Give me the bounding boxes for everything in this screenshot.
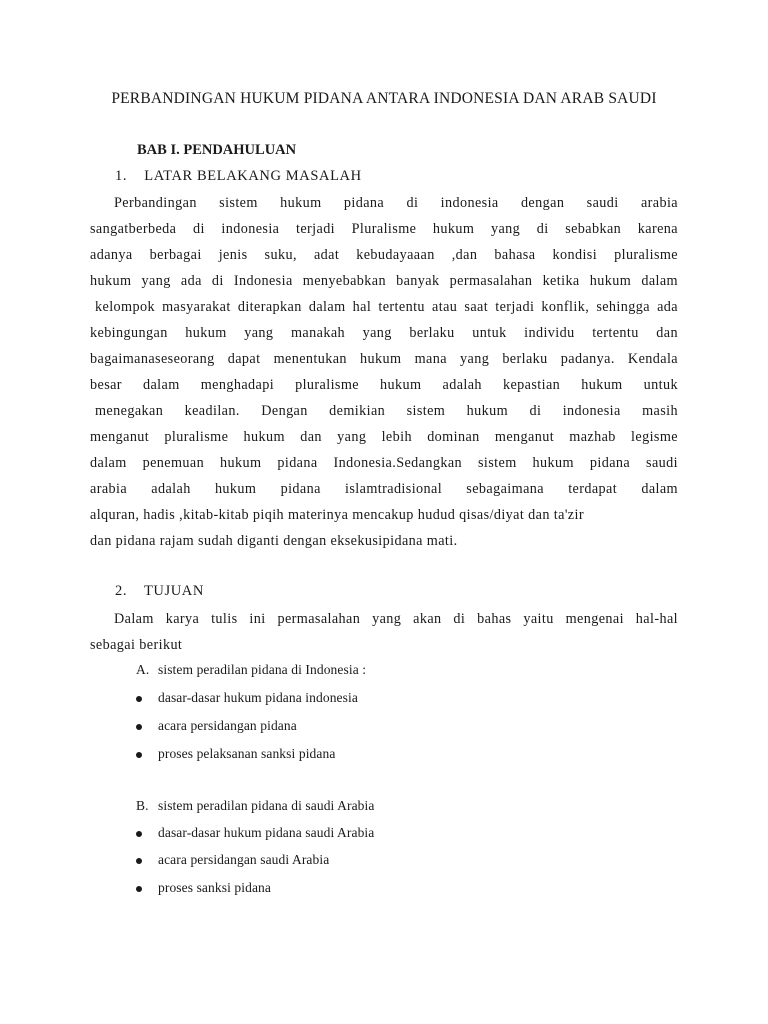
- bullet-icon: [136, 880, 142, 896]
- section-1-heading: [115, 168, 362, 185]
- bullet-icon: [136, 718, 142, 734]
- paragraph-line: bagaimanaseseorang dapat menentukan hukum mana yang berlaku padanya. Kendala: [90, 351, 678, 367]
- bullet-icon: [136, 746, 142, 762]
- section-2-paragraph: [90, 606, 678, 658]
- document-title: PERBANDINGAN HUKUM PIDANA ANTARA INDONESIA DAN ARAB SAUDI: [111, 90, 657, 107]
- section-1-title: LATAR BELAKANG MASALAH: [144, 168, 362, 184]
- list-item-text: acara persidangan pidana: [158, 718, 297, 733]
- paragraph-line: besar dalam menghadapi pluralisme hukum adalah kepastian hukum untuk: [90, 377, 678, 393]
- list-item-text: acara persidangan saudi Arabia: [158, 852, 330, 867]
- chapter-heading: BAB I. PENDAHULUAN: [137, 142, 297, 158]
- group-a-marker: A.: [136, 662, 150, 677]
- paragraph-line: Perbandingan sistem hukum pidana di indonesia dengan saudi arabia: [114, 195, 678, 211]
- paragraph-line: dalam penemuan hukum pidana Indonesia.Sedangkan sistem hukum pidana saudi: [90, 455, 678, 471]
- list-item-text: proses pelaksanan sanksi pidana: [158, 746, 336, 761]
- paragraph-line: menganut pluralisme hukum dan yang lebih dominan menganut mazhab legisme: [90, 429, 678, 445]
- paragraph-line: dan pidana rajam sudah diganti dengan eksekusipidana mati.: [90, 533, 458, 549]
- group-b-marker: B.: [136, 798, 149, 813]
- paragraph-line: sangatberbeda di indonesia terjadi Pluralisme hukum yang di sebabkan karena: [90, 221, 678, 237]
- paragraph-line: menegakan keadilan. Dengan demikian sistem hukum di indonesia masih: [95, 403, 678, 419]
- list-item-text: dasar-dasar hukum pidana saudi Arabia: [158, 825, 375, 840]
- section-1-number: 1.: [115, 168, 128, 184]
- paragraph-line: kebingungan hukum yang manakah yang berlaku untuk individu tertentu dan: [90, 325, 678, 341]
- section-2-heading: [115, 583, 204, 600]
- bullet-icon: [136, 690, 142, 706]
- paragraph-line: alquran, hadis ,kitab-kitab piqih materinya mencakup hudud qisas/diyat dan ta'zir: [90, 507, 584, 523]
- section-2-title: TUJUAN: [143, 583, 204, 599]
- paragraph-line: kelompok masyarakat diterapkan dalam hal tertentu atau saat terjadi konflik, sehingga ada: [95, 299, 678, 315]
- group-a-label: sistem peradilan pidana di Indonesia :: [158, 662, 367, 677]
- list-item-text: proses sanksi pidana: [158, 880, 271, 895]
- paragraph-line: arabia adalah hukum pidana islamtradisional sebagaimana terdapat dalam: [90, 481, 678, 497]
- paragraph-line: adanya berbagai jenis suku, adat kebudayaaan ,dan bahasa kondisi pluralisme: [90, 247, 678, 263]
- list-item-text: dasar-dasar hukum pidana indonesia: [158, 690, 358, 705]
- bullet-icon: [136, 825, 142, 841]
- section-1-paragraph: [90, 190, 678, 554]
- bullet-icon: [136, 852, 142, 868]
- paragraph-line: Dalam karya tulis ini permasalahan yang akan di bahas yaitu mengenai hal-hal: [114, 611, 678, 627]
- paragraph-line: sebagai berikut: [90, 637, 183, 653]
- group-b-label: sistem peradilan pidana di saudi Arabia: [158, 798, 375, 813]
- section-2-number: 2.: [115, 583, 128, 599]
- paragraph-line: hukum yang ada di Indonesia menyebabkan banyak permasalahan ketika hukum dalam: [90, 273, 678, 289]
